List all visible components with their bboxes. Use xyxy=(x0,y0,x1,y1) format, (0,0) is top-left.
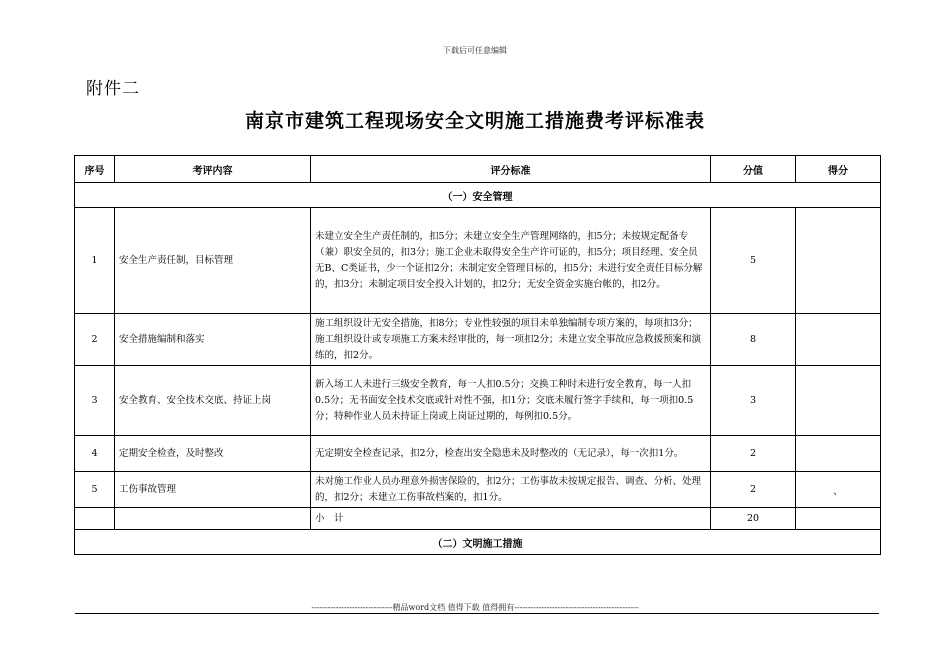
row-criteria: 新入场工人未进行三级安全教育，每一人扣0.5分；交换工种时未进行安全教育，每一人扣0.5分；无书面安全技术交底或针对性不强，扣1分；交底未履行签字手续和，每一项扣0.5分；特种作业人员未持证上岗或上岗证过期的，每例扣0.5分。 xyxy=(311,366,711,436)
table-row xyxy=(75,314,881,366)
subtotal-empty-no xyxy=(75,508,115,530)
row-got xyxy=(796,366,881,436)
table-row xyxy=(75,366,881,436)
row-score: 5 xyxy=(711,208,796,314)
row-got xyxy=(796,436,881,472)
header-no: 序号 xyxy=(75,156,115,183)
table-row xyxy=(75,436,881,472)
row-no: 3 xyxy=(75,366,115,436)
section-row xyxy=(75,183,881,208)
row-criteria: 未建立安全生产责任制的，扣5分；未建立安全生产管理网络的，扣5分；未按规定配备专（兼）职安全员的，扣3分；施工企业未取得安全生产许可证的，扣5分；项目经理、安全员无B、C类证书，少一个证扣2分；未制定安全管理目标的，扣5分；未进行安全责任目标分解的，扣3分；未制定项目安全投入计划的，扣2分；无安全资金实施台帐的，扣2分。 xyxy=(311,208,711,314)
row-no: 1 xyxy=(75,208,115,314)
row-score: 8 xyxy=(711,314,796,366)
subtotal-empty-got xyxy=(796,508,881,530)
row-content: 安全措施编制和落实 xyxy=(115,314,311,366)
footer-text: ------------------------------精品word文档 值得下载 值得拥有---------------------------------------------- xyxy=(311,603,639,612)
row-criteria: 无定期安全检查记录，扣2分，检查出安全隐患未及时整改的（无记录），每一次扣1分。 xyxy=(311,436,711,472)
subtotal-row xyxy=(75,508,881,530)
row-score: 3 xyxy=(711,366,796,436)
header-criteria: 评分标准 xyxy=(311,156,711,183)
subtotal-value: 20 xyxy=(711,508,796,530)
row-content: 安全生产责任制，目标管理 xyxy=(115,208,311,314)
header-got: 得分 xyxy=(796,156,881,183)
row-content: 安全教育、安全技术交底、持证上岗 xyxy=(115,366,311,436)
document-title: 南京市建筑工程现场安全文明施工措施费考评标准表 xyxy=(244,110,705,132)
table-header-row xyxy=(75,156,881,183)
header-content: 考评内容 xyxy=(115,156,311,183)
section-row xyxy=(75,530,881,555)
row-score: 2 xyxy=(711,436,796,472)
footer-divider xyxy=(75,613,879,614)
header-note: 下载后可任意编辑 xyxy=(443,46,507,55)
section-title-civilized: （二）文明施工措施 xyxy=(75,530,881,555)
row-score: 2 xyxy=(711,472,796,508)
evaluation-table xyxy=(74,155,881,555)
subtotal-empty-content xyxy=(115,508,311,530)
subtotal-label: 小 计 xyxy=(311,508,711,530)
section-title-safety: （一）安全管理 xyxy=(75,183,881,208)
table-row xyxy=(75,472,881,508)
row-no: 2 xyxy=(75,314,115,366)
row-no: 4 xyxy=(75,436,115,472)
table-row xyxy=(75,208,881,314)
row-criteria: 施工组织设计无安全措施，扣8分；专业性较强的项目未单独编制专项方案的，每项扣3分；施工组织设计或专项施工方案未经审批的，每一项扣2分；未建立安全事故应急救援预案和演练的，扣2分。 xyxy=(311,314,711,366)
row-got: 、 xyxy=(796,472,881,508)
row-no: 5 xyxy=(75,472,115,508)
row-got xyxy=(796,208,881,314)
row-got xyxy=(796,314,881,366)
row-content: 定期安全检查，及时整改 xyxy=(115,436,311,472)
row-content: 工伤事故管理 xyxy=(115,472,311,508)
header-score: 分值 xyxy=(711,156,796,183)
attachment-label: 附件二 xyxy=(86,79,140,99)
row-criteria: 未对施工作业人员办理意外损害保险的，扣2分；工伤事故未按规定报告、调查、分析、处理的，扣2分；未建立工伤事故档案的，扣1分。 xyxy=(311,472,711,508)
